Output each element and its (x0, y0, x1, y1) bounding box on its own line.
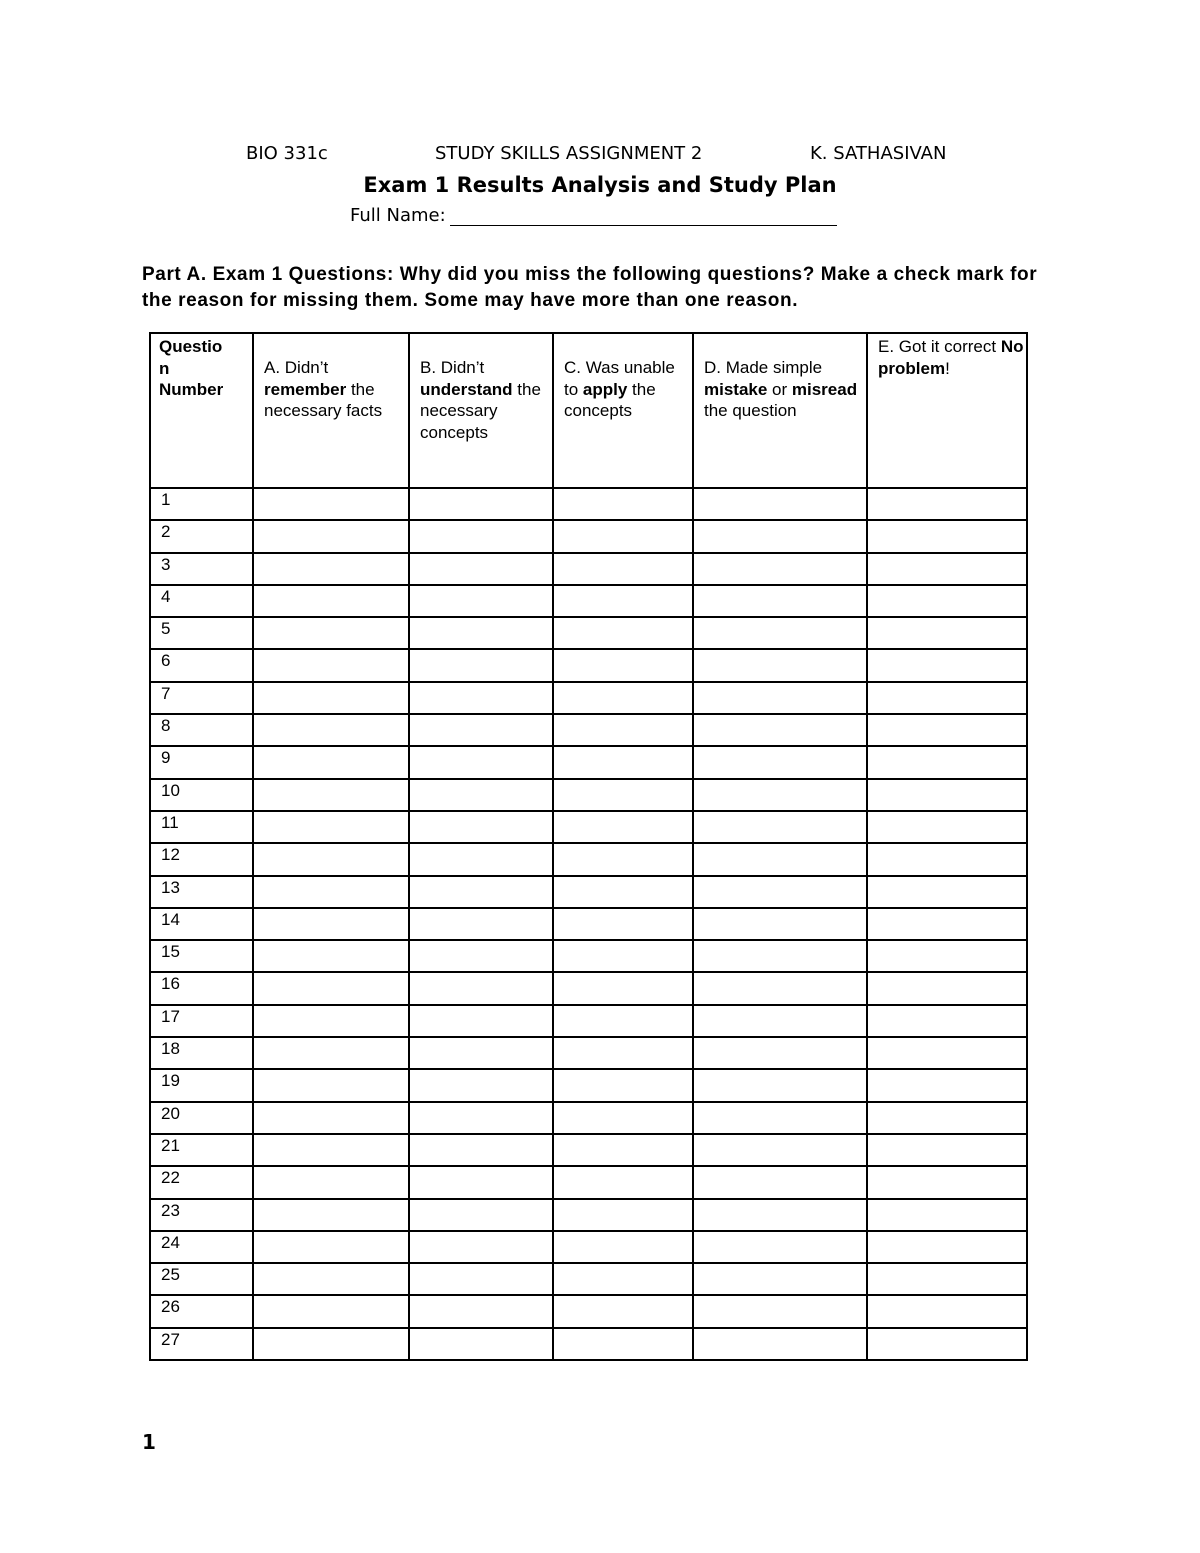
check-cell-e[interactable] (867, 1328, 1027, 1360)
check-cell-d[interactable] (693, 1295, 867, 1327)
table-row (150, 1295, 1027, 1327)
header-c-unable-to-apply: C. Was unable to apply the concepts (553, 333, 693, 488)
question-number-cell: 11 (150, 811, 253, 843)
check-cell-b[interactable] (409, 876, 553, 908)
check-cell-e[interactable] (867, 1166, 1027, 1198)
course-code: BIO 331c (246, 143, 328, 164)
check-cell-d[interactable] (693, 972, 867, 1004)
check-cell-b[interactable] (409, 585, 553, 617)
check-cell-c[interactable] (553, 811, 693, 843)
check-cell-b[interactable] (409, 972, 553, 1004)
header-b-didnt-understand: B. Didn’t understand the necessary concepts (409, 333, 553, 488)
table-row (150, 1069, 1027, 1101)
check-cell-e[interactable] (867, 876, 1027, 908)
check-cell-c[interactable] (553, 843, 693, 875)
check-cell-d[interactable] (693, 682, 867, 714)
question-number-cell: 21 (150, 1134, 253, 1166)
table-row (150, 972, 1027, 1004)
check-cell-a[interactable] (253, 1328, 409, 1360)
check-cell-a[interactable] (253, 1005, 409, 1037)
check-cell-b[interactable] (409, 1037, 553, 1069)
question-number-cell: 5 (150, 617, 253, 649)
check-cell-b[interactable] (409, 1295, 553, 1327)
check-cell-d[interactable] (693, 1263, 867, 1295)
check-cell-b[interactable] (409, 714, 553, 746)
question-number-cell: 26 (150, 1295, 253, 1327)
check-cell-b[interactable] (409, 682, 553, 714)
check-cell-c[interactable] (553, 876, 693, 908)
check-cell-e[interactable] (867, 1005, 1027, 1037)
check-cell-a[interactable] (253, 1134, 409, 1166)
table-row (150, 1102, 1027, 1134)
check-cell-b[interactable] (409, 1231, 553, 1263)
table-row (150, 1263, 1027, 1295)
check-cell-e[interactable] (867, 520, 1027, 552)
question-number-cell: 15 (150, 940, 253, 972)
check-cell-b[interactable] (409, 1005, 553, 1037)
check-cell-a[interactable] (253, 553, 409, 585)
check-cell-a[interactable] (253, 1199, 409, 1231)
check-cell-e[interactable] (867, 779, 1027, 811)
check-cell-d[interactable] (693, 1005, 867, 1037)
check-cell-e[interactable] (867, 811, 1027, 843)
check-cell-d[interactable] (693, 488, 867, 520)
check-cell-c[interactable] (553, 779, 693, 811)
check-cell-e[interactable] (867, 553, 1027, 585)
document-header (0, 143, 1200, 171)
check-cell-b[interactable] (409, 843, 553, 875)
question-number-cell: 9 (150, 746, 253, 778)
check-cell-b[interactable] (409, 1134, 553, 1166)
question-number-cell: 25 (150, 1263, 253, 1295)
table-row (150, 1328, 1027, 1360)
author-name: K. SATHASIVAN (810, 143, 947, 164)
question-number-cell: 3 (150, 553, 253, 585)
check-cell-a[interactable] (253, 520, 409, 552)
table-row (150, 779, 1027, 811)
check-cell-a[interactable] (253, 585, 409, 617)
check-cell-d[interactable] (693, 553, 867, 585)
check-cell-d[interactable] (693, 1069, 867, 1101)
check-cell-e[interactable] (867, 1069, 1027, 1101)
table-row (150, 1166, 1027, 1198)
full-name-field[interactable] (450, 205, 837, 226)
table-row (150, 1231, 1027, 1263)
check-cell-a[interactable] (253, 1069, 409, 1101)
question-number-cell: 20 (150, 1102, 253, 1134)
check-cell-c[interactable] (553, 1295, 693, 1327)
check-cell-e[interactable] (867, 908, 1027, 940)
check-cell-a[interactable] (253, 1263, 409, 1295)
check-cell-a[interactable] (253, 649, 409, 681)
table-row (150, 1134, 1027, 1166)
check-cell-a[interactable] (253, 940, 409, 972)
check-cell-e[interactable] (867, 1263, 1027, 1295)
check-cell-a[interactable] (253, 617, 409, 649)
check-cell-b[interactable] (409, 1102, 553, 1134)
check-cell-c[interactable] (553, 649, 693, 681)
table-row (150, 1199, 1027, 1231)
table-row (150, 714, 1027, 746)
check-cell-a[interactable] (253, 488, 409, 520)
table-row (150, 940, 1027, 972)
table-row (150, 1005, 1027, 1037)
check-cell-b[interactable] (409, 617, 553, 649)
check-cell-c[interactable] (553, 520, 693, 552)
question-number-cell: 16 (150, 972, 253, 1004)
check-cell-d[interactable] (693, 649, 867, 681)
question-number-cell: 4 (150, 585, 253, 617)
check-cell-d[interactable] (693, 876, 867, 908)
check-cell-b[interactable] (409, 649, 553, 681)
check-cell-c[interactable] (553, 714, 693, 746)
check-cell-a[interactable] (253, 811, 409, 843)
table-row (150, 746, 1027, 778)
check-cell-b[interactable] (409, 1166, 553, 1198)
question-number-cell: 27 (150, 1328, 253, 1360)
check-cell-e[interactable] (867, 682, 1027, 714)
table-header-row (150, 333, 1027, 488)
check-cell-b[interactable] (409, 520, 553, 552)
check-cell-c[interactable] (553, 746, 693, 778)
question-number-cell: 23 (150, 1199, 253, 1231)
check-cell-a[interactable] (253, 1295, 409, 1327)
check-cell-d[interactable] (693, 714, 867, 746)
check-cell-b[interactable] (409, 1199, 553, 1231)
check-cell-b[interactable] (409, 746, 553, 778)
table-row (150, 617, 1027, 649)
question-number-cell: 6 (150, 649, 253, 681)
check-cell-a[interactable] (253, 779, 409, 811)
check-cell-e[interactable] (867, 585, 1027, 617)
check-cell-e[interactable] (867, 940, 1027, 972)
check-cell-d[interactable] (693, 1134, 867, 1166)
check-cell-d[interactable] (693, 1166, 867, 1198)
part-a-instructions: Part A. Exam 1 Questions: Why did you miss the following questions? Make a check mark for the reason for missing them. Some may have more than one reason. (142, 264, 1038, 311)
check-cell-d[interactable] (693, 843, 867, 875)
table-row (150, 649, 1027, 681)
question-number-cell: 14 (150, 908, 253, 940)
question-number-cell: 18 (150, 1037, 253, 1069)
check-cell-d[interactable] (693, 1231, 867, 1263)
check-cell-c[interactable] (553, 1231, 693, 1263)
table-row (150, 1037, 1027, 1069)
table-row (150, 811, 1027, 843)
check-cell-c[interactable] (553, 940, 693, 972)
check-cell-c[interactable] (553, 682, 693, 714)
check-cell-b[interactable] (409, 1069, 553, 1101)
check-cell-d[interactable] (693, 585, 867, 617)
check-cell-c[interactable] (553, 617, 693, 649)
check-cell-d[interactable] (693, 520, 867, 552)
check-cell-b[interactable] (409, 779, 553, 811)
check-cell-c[interactable] (553, 1199, 693, 1231)
check-cell-d[interactable] (693, 1037, 867, 1069)
check-cell-b[interactable] (409, 488, 553, 520)
check-cell-b[interactable] (409, 940, 553, 972)
check-cell-a[interactable] (253, 972, 409, 1004)
check-cell-b[interactable] (409, 1263, 553, 1295)
question-number-cell: 13 (150, 876, 253, 908)
question-number-cell: 12 (150, 843, 253, 875)
full-name-label: Full Name: (350, 205, 446, 226)
check-cell-e[interactable] (867, 488, 1027, 520)
header-question-number: Questio n Number (150, 333, 253, 488)
check-cell-d[interactable] (693, 940, 867, 972)
check-cell-c[interactable] (553, 1069, 693, 1101)
question-number-cell: 10 (150, 779, 253, 811)
page-number: 1 (142, 1430, 156, 1454)
check-cell-d[interactable] (693, 1328, 867, 1360)
check-cell-e[interactable] (867, 843, 1027, 875)
question-number-cell: 2 (150, 520, 253, 552)
check-cell-a[interactable] (253, 1231, 409, 1263)
check-cell-a[interactable] (253, 908, 409, 940)
check-cell-c[interactable] (553, 972, 693, 1004)
question-number-cell: 8 (150, 714, 253, 746)
check-cell-a[interactable] (253, 746, 409, 778)
check-cell-b[interactable] (409, 811, 553, 843)
check-cell-d[interactable] (693, 811, 867, 843)
table-row (150, 843, 1027, 875)
question-number-cell: 22 (150, 1166, 253, 1198)
question-number-cell: 7 (150, 682, 253, 714)
question-number-cell: 17 (150, 1005, 253, 1037)
question-analysis-table (149, 332, 1028, 1361)
check-cell-d[interactable] (693, 746, 867, 778)
check-cell-d[interactable] (693, 1102, 867, 1134)
check-cell-e[interactable] (867, 1295, 1027, 1327)
check-cell-a[interactable] (253, 714, 409, 746)
check-cell-c[interactable] (553, 1328, 693, 1360)
table-row (150, 553, 1027, 585)
table-row (150, 520, 1027, 552)
check-cell-b[interactable] (409, 1328, 553, 1360)
table-row (150, 488, 1027, 520)
check-cell-c[interactable] (553, 553, 693, 585)
full-name-line (350, 205, 837, 226)
check-cell-c[interactable] (553, 1166, 693, 1198)
check-cell-a[interactable] (253, 682, 409, 714)
check-cell-e[interactable] (867, 746, 1027, 778)
check-cell-e[interactable] (867, 1231, 1027, 1263)
assignment-title: STUDY SKILLS ASSIGNMENT 2 (435, 143, 703, 164)
check-cell-d[interactable] (693, 1199, 867, 1231)
header-d-simple-mistake: D. Made simple mistake or misread the question (693, 333, 867, 488)
question-number-cell: 1 (150, 488, 253, 520)
table-row (150, 585, 1027, 617)
table-row (150, 876, 1027, 908)
check-cell-e[interactable] (867, 972, 1027, 1004)
check-cell-a[interactable] (253, 876, 409, 908)
check-cell-c[interactable] (553, 1037, 693, 1069)
check-cell-d[interactable] (693, 908, 867, 940)
check-cell-a[interactable] (253, 1102, 409, 1134)
check-cell-e[interactable] (867, 1037, 1027, 1069)
check-cell-c[interactable] (553, 488, 693, 520)
check-cell-d[interactable] (693, 779, 867, 811)
header-e-got-it-correct: E. Got it correct No problem! (867, 333, 1027, 488)
check-cell-e[interactable] (867, 649, 1027, 681)
check-cell-a[interactable] (253, 1166, 409, 1198)
check-cell-c[interactable] (553, 585, 693, 617)
check-cell-d[interactable] (693, 617, 867, 649)
check-cell-c[interactable] (553, 1134, 693, 1166)
check-cell-e[interactable] (867, 1102, 1027, 1134)
check-cell-a[interactable] (253, 1037, 409, 1069)
question-number-cell: 19 (150, 1069, 253, 1101)
check-cell-a[interactable] (253, 843, 409, 875)
check-cell-c[interactable] (553, 1263, 693, 1295)
check-cell-b[interactable] (409, 908, 553, 940)
check-cell-c[interactable] (553, 1005, 693, 1037)
check-cell-b[interactable] (409, 553, 553, 585)
page-title: Exam 1 Results Analysis and Study Plan (363, 173, 837, 197)
question-number-cell: 24 (150, 1231, 253, 1263)
check-cell-e[interactable] (867, 714, 1027, 746)
table-row (150, 908, 1027, 940)
check-cell-e[interactable] (867, 617, 1027, 649)
check-cell-e[interactable] (867, 1199, 1027, 1231)
check-cell-e[interactable] (867, 1134, 1027, 1166)
header-a-didnt-remember: A. Didn’t remember the necessary facts (253, 333, 409, 488)
check-cell-c[interactable] (553, 908, 693, 940)
check-cell-c[interactable] (553, 1102, 693, 1134)
table-row (150, 682, 1027, 714)
